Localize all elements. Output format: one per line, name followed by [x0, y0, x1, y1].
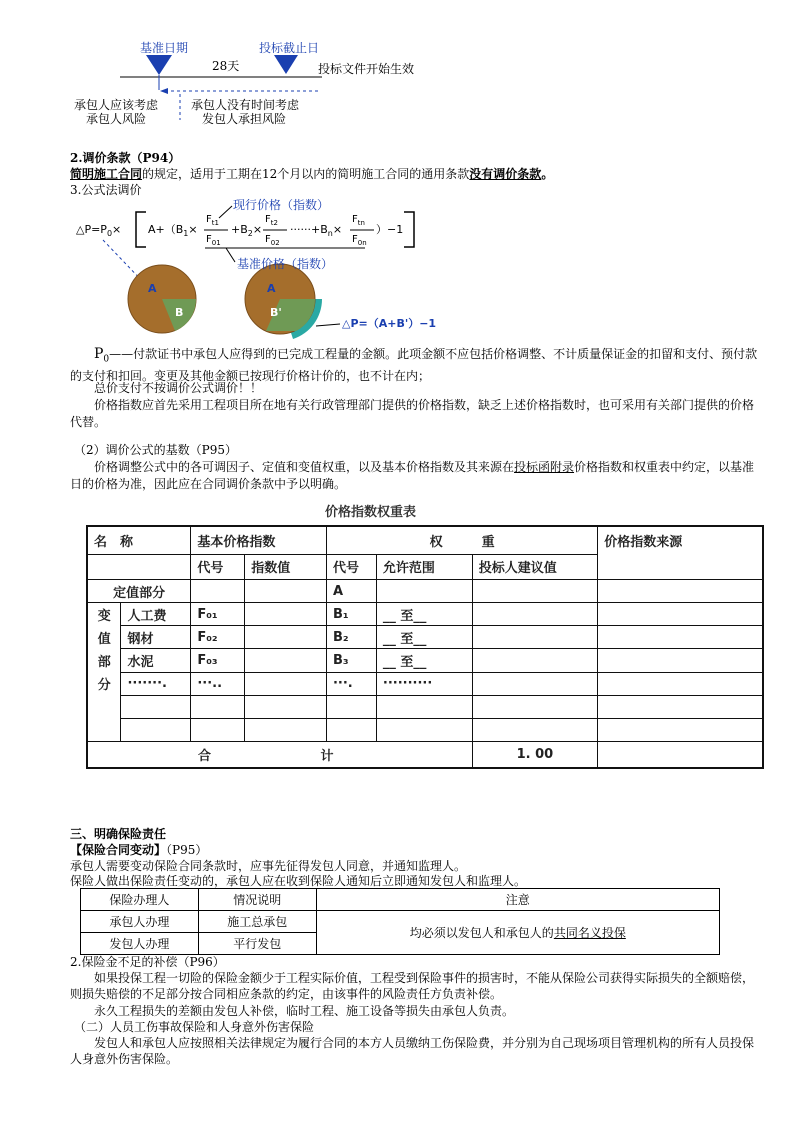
header-source: 价格指数来源 [598, 526, 763, 579]
right-note-1: 承包人没有时间考虑 [191, 98, 300, 112]
base-price-label: 基准价格（指数） [237, 257, 334, 271]
sub2-heading: （2）调价公式的基数（P95） [74, 443, 237, 457]
pie1-a-label: A [148, 282, 157, 295]
header-weight: 权 重 [326, 526, 597, 554]
formula-b2: $+B_2\times$ [231, 223, 263, 239]
p1-paragraph: 总价支付不按调价公式调价！！ [94, 381, 263, 395]
header-code-2: 代号 [326, 554, 376, 579]
p2-paragraph: 价格指数应首先采用工程项目所在地有关行政管理部门提供的价格指数，缺乏上述价格指数时，也可采用有关部门提供的价格代替。 [70, 398, 755, 429]
frac1-num: $F_{t1}$ [206, 214, 219, 227]
frac1-den: $F_{01}$ [206, 234, 221, 247]
s2-paragraph-1: 如果投保工程一切险的保险金额少于工程实际价值，工程受到保险事件的损害时，不能从保险公司获得实际损失的全额赔偿，则损失赔偿的不足部分按合同相应条款的约定，由该事件的风险责任方负责补偿。 [70, 971, 755, 1001]
formula-a-part: $A+(B_1\times$ [148, 223, 198, 239]
section2-heading: 2.调价条款（P94） [70, 151, 181, 165]
p3-paragraph: 价格调整公式中的各可调因子、定值和变值权重，以及基本价格指数及其来源在投标函附录价格指数和权重表中约定，以基准日的价格为准，因此应在合同调价条款中予以明确。 [70, 460, 755, 491]
s2-heading: 2.保险金不足的补偿（P96） [70, 955, 225, 969]
simple-contract-term: 简明施工合同 [70, 167, 143, 181]
fixed-label: 定值部分 [87, 579, 191, 602]
table-row: 水泥 F₀₃ B₃ __ 至__ [87, 649, 763, 672]
fracn-num: $F_{tn}$ [352, 214, 365, 227]
bracket-right [404, 212, 414, 247]
header-name: 名 称 [87, 526, 191, 554]
header-base-index: 基本价格指数 [191, 526, 327, 554]
insurance-table: 保险办理人 情况说明 注意 承包人办理 施工总承包 均必须以发包人和承包人的共同名义投保 发包人办理 平行发包 [80, 888, 720, 955]
ins-h2: 情况说明 [198, 889, 316, 911]
header-code: 代号 [191, 554, 245, 579]
weights-table-title: 价格指数权重表 [325, 505, 417, 520]
left-note-2: 承包人风险 [86, 112, 147, 126]
s3-heading: （二）人员工伤事故保险和人身意外伤害保险 [74, 1020, 315, 1034]
right-note-2: 发包人承担风险 [202, 112, 287, 126]
p0-paragraph: $P_0——$付款证书中承包人应得到的已完成工程量的金额。此项金额不应包括价格调整、不计质量保证金的扣留和支付、预付款的支付和扣回。变更及其他金额已按现行价格计价的，也不计在内； [70, 346, 758, 384]
fracn-den: $F_{0n}$ [352, 234, 367, 247]
formula-bn: $\cdot\cdot\cdot\cdot\cdot\cdot+B_n\times$ [290, 223, 343, 239]
current-price-label: 现行价格（指数） [233, 198, 330, 212]
insurance-subheading: 【保险合同变动】（P95） [70, 843, 208, 857]
variable-label: 变 值 部 分 [87, 603, 121, 742]
table-row-fixed [87, 579, 763, 602]
pie1-b-label: B [175, 306, 184, 319]
insurance-line1: 承包人需要变动保险合同条款时，应事先征得发包人同意，并通知监理人。 [70, 859, 467, 873]
table-row-total: 合 计 1. 00 [87, 742, 763, 768]
table-row: 钢材 F₀₂ B₂ __ 至__ [87, 626, 763, 649]
pie2-a-label: A [267, 282, 276, 295]
pie2-b-label: B' [270, 306, 282, 319]
insurance-heading: 三、明确保险责任 [70, 827, 167, 841]
s3-paragraph-1: 发包人和承包人应按照相关法律规定为履行合同的本方人员缴纳工伤保险费，并分别为自己现场项目管理机构的所有人员投保人身意外伤害保险。 [70, 1036, 755, 1066]
current-price-leader [219, 206, 232, 218]
no-adjust-clause: 没有调价条款 [469, 167, 542, 181]
fixed-code: A [326, 579, 376, 602]
ins-note: 均必须以发包人和承包人的共同名义投保 [316, 911, 719, 955]
frac2-num: $F_{t2}$ [265, 214, 278, 227]
bracket-left [136, 212, 146, 247]
insurance-line2: 保险人做出保险责任变动的，承包人应在收到保险人通知后立即通知发包人和监理人。 [70, 874, 527, 888]
effective-label: 投标文件开始生效 [318, 62, 415, 76]
header-index-value: 指数值 [245, 554, 327, 579]
s2-paragraph-2: 永久工程损失的差额由发包人补偿，临时工程、施工设备等损失由承包人负责。 [94, 1004, 515, 1018]
days-label: 28天 [212, 59, 240, 73]
frac2-den: $F_{02}$ [265, 234, 280, 247]
section3-heading: 3.公式法调价 [70, 183, 142, 197]
section2-line: 简明施工合同的规定，适用于工期在12个月以内的简明施工合同的通用条款没有调价条款。 [70, 167, 554, 181]
header-suggest: 投标人建议值 [472, 554, 598, 579]
pie-formula: △P=（A+B'）−1 [342, 317, 437, 330]
total-value: 1. 00 [472, 742, 598, 768]
ins-h1: 保险办理人 [81, 889, 199, 911]
bid-deadline-label: 投标截止日 [259, 41, 320, 55]
weights-table [86, 525, 764, 769]
base-date-label: 基准日期 [140, 41, 189, 55]
left-note-1: 承包人应该考虑 [74, 98, 159, 112]
table-row: 变 值 部 分 人工费 F₀₁ B₁ __ 至__ [87, 603, 763, 626]
ins-h3: 注意 [316, 889, 719, 911]
formula-lhs: $\triangle P=P_0\times$ [76, 223, 122, 239]
formula-end: ）−1 [376, 223, 404, 236]
formula-diagram [0, 0, 800, 345]
header-range: 允许范围 [376, 554, 472, 579]
table-row: ·······. ···.. ···. ·········· [87, 672, 763, 695]
